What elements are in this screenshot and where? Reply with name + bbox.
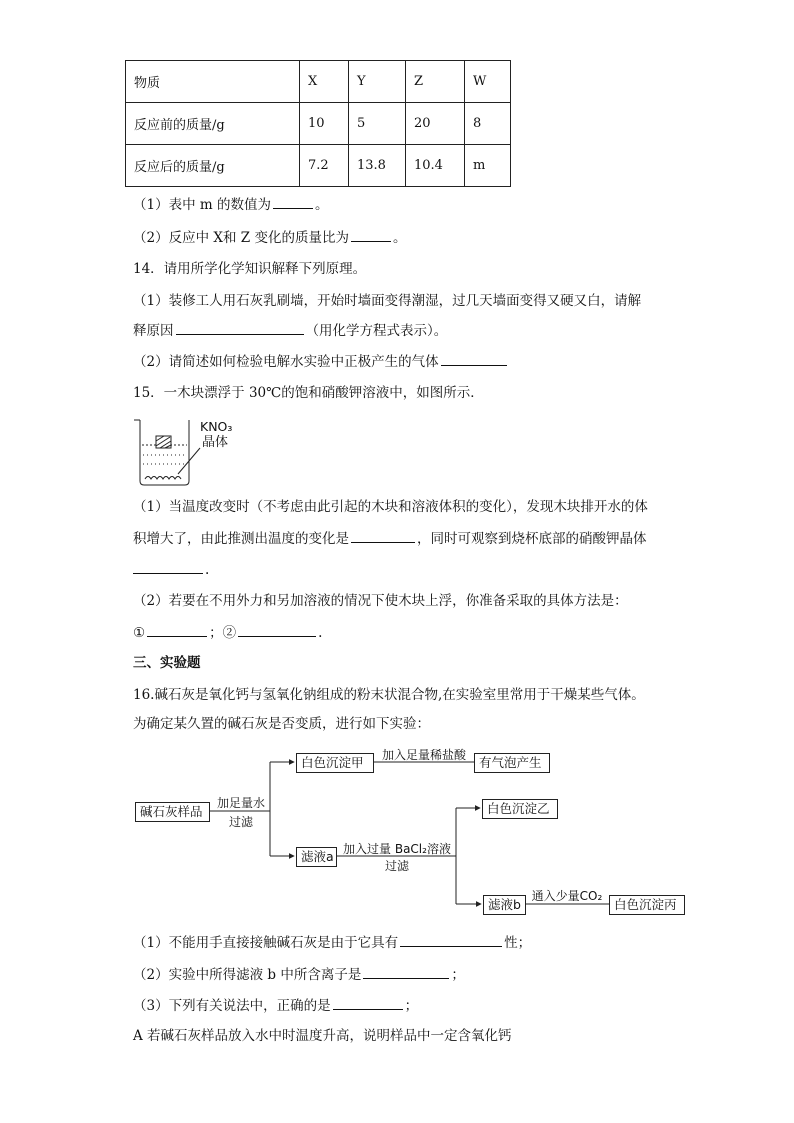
table-cell: 7.2 <box>300 145 349 187</box>
q14-part2: （2）请简述如何检验电解水实验中正极产生的气体 <box>133 353 509 370</box>
q15-part2-line1: （2）若要在不用外力和另加溶液的情况下使木块上浮，你准备采取的具体方法是： <box>133 593 628 609</box>
flow-box-ppt-a: 白色沉淀甲 <box>296 753 374 773</box>
table-cell: 物质 <box>126 61 300 103</box>
flow-step3-label: 加入过量 BaCl₂溶液 <box>343 842 451 856</box>
answer-blank[interactable] <box>273 196 313 209</box>
q15-part1-line3: . <box>133 561 209 578</box>
table-cell: 5 <box>349 103 406 145</box>
q14-part1-line1: （1）装修工人用石灰乳刷墙，开始时墙面变得潮湿，过几天墙面变得又硬又白，请解 <box>133 293 642 309</box>
flow-box-filtrate-a: 滤液a <box>296 847 337 867</box>
q16-part3: （3）下列有关说法中，正确的是 ； <box>133 998 419 1014</box>
q13-part1: （1）表中 m 的数值为 。 <box>133 197 329 213</box>
q16-line2: 为确定某久置的碱石灰是否变质，进行如下实验： <box>133 716 430 732</box>
table-cell: 13.8 <box>349 145 406 187</box>
answer-blank[interactable] <box>147 624 207 637</box>
table-cell: Z <box>406 61 465 103</box>
table-cell: W <box>465 61 511 103</box>
flow-box-ppt-b: 白色沉淀乙 <box>482 799 558 819</box>
q16-part1: （1）不能用手直接接触碱石灰是由于它具有 性； <box>133 935 532 951</box>
answer-blank[interactable] <box>238 624 316 637</box>
table-row <box>126 61 511 103</box>
flow-box-result-a: 有气泡产生 <box>474 753 550 773</box>
table-cell: m <box>465 145 511 187</box>
label-pointer <box>178 448 200 474</box>
table-cell: X <box>300 61 349 103</box>
answer-blank[interactable] <box>400 934 502 947</box>
answer-blank[interactable] <box>441 353 507 366</box>
q15-title: 15．一木块漂浮于 30℃的饱和硝酸钾溶液中，如图所示． <box>133 385 484 401</box>
q16-part2: （2）实验中所得滤液 b 中所含离子是 ； <box>133 967 465 983</box>
answer-blank[interactable] <box>333 997 403 1010</box>
flow-box-filtrate-b: 滤液b <box>483 895 526 915</box>
table-row <box>126 145 511 187</box>
beaker-wall <box>140 420 189 485</box>
table-cell: Y <box>349 61 406 103</box>
wood-block <box>156 436 171 448</box>
q16-line1: 16.碱石灰是氧化钙与氢氧化钠组成的粉末状混合物,在实验室里常用于干燥某些气体。 <box>133 687 645 703</box>
figure-label-kno3: KNO₃ <box>200 419 233 434</box>
q14-part1-line2: 释原因 （用化学方程式表示）。 <box>133 323 448 339</box>
flow-box-ppt-c: 白色沉淀丙 <box>609 895 685 915</box>
flow-step2-label: 加入足量稀盐酸 <box>381 748 466 762</box>
answer-blank[interactable] <box>133 561 203 574</box>
q15-part2-line2: ① ；② . <box>133 625 323 641</box>
table-row <box>126 103 511 145</box>
flow-step1-sublabel: 过滤 <box>228 815 253 829</box>
table-cell: 反应后的质量/g <box>126 145 300 187</box>
mass-table <box>125 60 511 187</box>
answer-blank[interactable] <box>363 966 449 979</box>
table-cell: 20 <box>406 103 465 145</box>
flow-step3-sublabel: 过滤 <box>384 859 409 873</box>
section-title: 三、实验题 <box>133 655 201 671</box>
q15-part1-line1: （1）当温度改变时（不考虑由此引起的木块和溶液体积的变化），发现木块排开水的体 <box>133 499 648 515</box>
q16-option-a: A 若碱石灰样品放入水中时温度升高，说明样品中一定含氧化钙 <box>133 1028 512 1044</box>
flow-box-sample: 碱石灰样品 <box>135 802 210 822</box>
flow-step1-label: 加足量水 <box>216 796 265 810</box>
answer-blank[interactable] <box>351 229 391 242</box>
table-cell: 10.4 <box>406 145 465 187</box>
q14-title: 14．请用所学化学知识解释下列原理。 <box>133 261 367 277</box>
crystal-pile <box>145 477 181 480</box>
figure-label-crystal: 晶体 <box>202 435 229 450</box>
table-cell: 8 <box>465 103 511 145</box>
q13-part2: （2）反应中 X和 Z 变化的质量比为 。 <box>133 230 407 246</box>
table-cell: 10 <box>300 103 349 145</box>
q15-part1-line2: 积增大了，由此推测出温度的变化是 ，同时可观察到烧杯底部的硝酸钾晶体 <box>133 531 647 547</box>
answer-blank[interactable] <box>351 530 415 543</box>
table-cell: 反应前的质量/g <box>126 103 300 145</box>
answer-blank[interactable] <box>176 322 304 335</box>
flow-step4-label: 通入少量CO₂ <box>531 889 603 903</box>
